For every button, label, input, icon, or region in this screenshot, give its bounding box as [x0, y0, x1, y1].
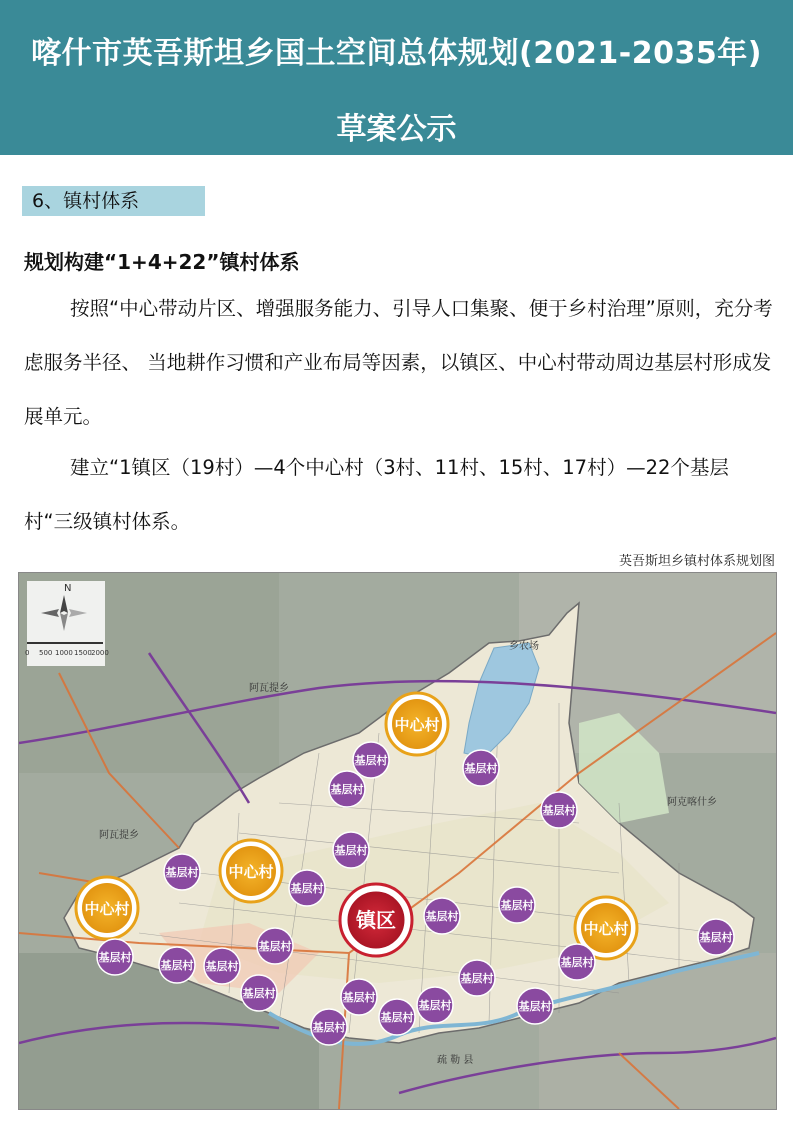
center-village-node: [220, 840, 282, 902]
base-village-label: 基层村: [330, 783, 364, 796]
base-village-label: 基层村: [98, 951, 132, 964]
base-village-node: [517, 988, 553, 1024]
base-village-node: [164, 854, 200, 890]
base-village-node: [341, 979, 377, 1015]
paragraph-system-text: 建立“1镇区（19村）—4个中心村（3村、11村、15村、17村）—22个基层村“三级镇村体系。: [24, 456, 729, 533]
base-village-label: 基层村: [258, 940, 292, 953]
base-village-label: 基层村: [312, 1021, 346, 1034]
base-village-node: [257, 928, 293, 964]
page-title: 喀什市英吾斯坦乡国土空间总体规划(2021-2035年): [31, 36, 762, 71]
base-village-label: 基层村: [464, 762, 498, 775]
base-village-node: [459, 960, 495, 996]
base-village-node: [289, 870, 325, 906]
base-village-label: 基层村: [460, 972, 494, 985]
base-village-node: [329, 771, 365, 807]
map-caption: 英吾斯坦乡镇村体系规划图: [618, 554, 775, 569]
base-village-node: [559, 944, 595, 980]
base-village-label: 基层村: [290, 882, 324, 895]
page-header: [0, 0, 793, 155]
center-village-label: 中心村: [228, 863, 274, 881]
base-village-node: [379, 999, 415, 1035]
base-village-node: [499, 887, 535, 923]
place-label-awa-top: 阿瓦提乡: [249, 683, 289, 694]
base-village-label: 基层村: [380, 1011, 414, 1024]
scale-tick: 1500: [74, 649, 92, 657]
compass-north-label: N: [64, 583, 72, 594]
paragraph-system: [24, 441, 774, 549]
base-village-label: 基层村: [518, 1000, 552, 1013]
base-village-node: [204, 948, 240, 984]
base-village-label: 基层村: [342, 991, 376, 1004]
base-village-label: 基层村: [500, 899, 534, 912]
base-village-node: [424, 898, 460, 934]
map-canvas: [19, 573, 776, 1109]
base-village-label: 基层村: [542, 804, 576, 817]
base-village-label: 基层村: [165, 866, 199, 879]
place-label-akesu: 阿克喀什乡: [667, 797, 717, 808]
village-system-map: [18, 572, 777, 1110]
base-village-node: [698, 919, 734, 955]
base-village-node: [541, 792, 577, 828]
base-village-node: [333, 832, 369, 868]
base-village-node: [353, 742, 389, 778]
base-village-node: [417, 987, 453, 1023]
place-label-farm: 乡农场: [509, 641, 539, 652]
base-village-label: 基层村: [560, 956, 594, 969]
section-tag: 6、镇村体系: [22, 186, 205, 216]
town-node-label: 镇区: [356, 908, 396, 932]
paragraph-principle: [24, 282, 774, 444]
base-village-label: 基层村: [425, 910, 459, 923]
place-label-awa-left: 阿瓦提乡: [99, 830, 139, 841]
base-village-node: [463, 750, 499, 786]
center-village-node: [76, 877, 138, 939]
base-village-node: [241, 975, 277, 1011]
base-village-label: 基层村: [242, 987, 276, 1000]
base-village-label: 基层村: [205, 960, 239, 973]
base-village-label: 基层村: [699, 931, 733, 944]
town-node: [340, 884, 412, 956]
center-village-label: 中心村: [583, 920, 629, 938]
scale-tick: 500: [39, 649, 53, 657]
scale-tick: 2000: [91, 649, 109, 657]
center-village-label: 中心村: [394, 716, 440, 734]
base-village-label: 基层村: [160, 959, 194, 972]
base-village-node: [311, 1009, 347, 1045]
base-village-node: [97, 939, 133, 975]
base-village-label: 基层村: [418, 999, 452, 1012]
base-village-label: 基层村: [334, 844, 368, 857]
place-label-shule: 疏 勒 县: [437, 1055, 474, 1066]
center-village-node: [386, 693, 448, 755]
scale-tick: 1000: [55, 649, 73, 657]
center-village-label: 中心村: [84, 900, 130, 918]
scale-tick: 0: [25, 649, 30, 657]
paragraph-principle-text: 按照“中心带动片区、增强服务能力、引导人口集聚、便于乡村治理”原则，充分考虑服务半径、 当地耕作习惯和产业布局等因素，以镇区、中心村带动周边基层村形成发展单元。: [24, 297, 773, 428]
page-subtitle: 草案公示: [336, 112, 457, 147]
section-heading: 规划构建“1+4+22”镇村体系: [24, 250, 300, 274]
base-village-node: [159, 947, 195, 983]
base-village-label: 基层村: [354, 754, 388, 767]
